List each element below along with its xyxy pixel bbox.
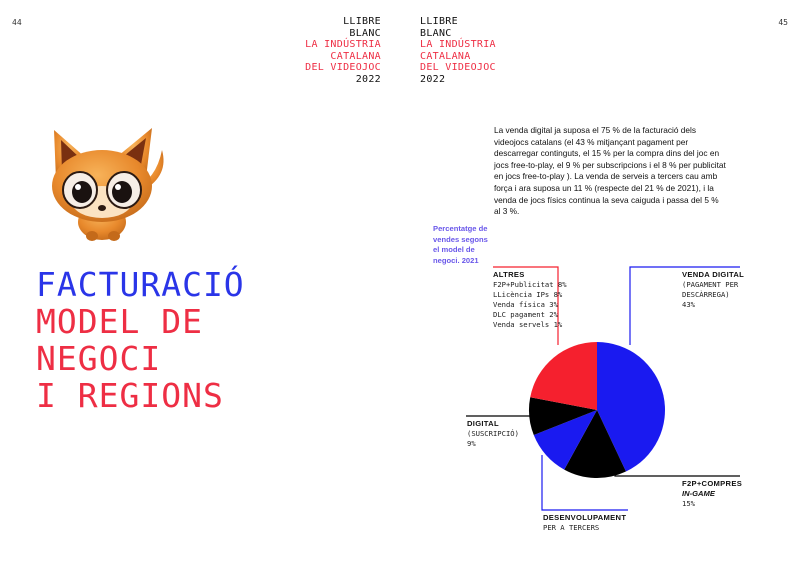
- title-line: FACTURACIÓ: [36, 265, 245, 304]
- slice-label: DIGITAL: [467, 419, 499, 428]
- header-line: LLIBRE: [343, 16, 381, 27]
- title-line: MODEL DE: [36, 302, 203, 341]
- slice-sub: PER A TERCERS: [543, 523, 600, 532]
- slice-sub: (SUSCRIPCIÓ): [467, 429, 519, 438]
- slice-sub: (PAGAMENT PER DESCÀRREGA): [682, 280, 739, 299]
- label-altres: [493, 270, 567, 330]
- header-line: 2022: [420, 73, 446, 85]
- header-line: BLANC: [349, 27, 381, 39]
- detail-line: DLC pagament 2%: [493, 310, 558, 319]
- title-line: NEGOCI: [36, 339, 162, 378]
- slice-label: VENDA DIGITAL: [682, 270, 745, 279]
- header-line: LLIBRE: [420, 16, 458, 27]
- slice-label: F2P+COMPRES: [682, 479, 743, 488]
- header-line: DEL VIDEOJOC: [305, 62, 381, 73]
- pie-chart: [527, 340, 667, 480]
- slice-value: 9%: [467, 439, 476, 448]
- header-line: LA INDÚSTRIA: [420, 39, 496, 50]
- slice-label: ALTRES: [493, 270, 525, 279]
- slice-sub: IN-GAME: [682, 489, 715, 498]
- page-number-left: 44: [12, 18, 22, 27]
- header-line: CATALANA: [420, 50, 471, 62]
- page-number-right: 45: [778, 18, 788, 27]
- detail-line: F2P+Publicitat 8%: [493, 280, 567, 289]
- title-line: I REGIONS: [36, 376, 224, 415]
- slice-label: DESENVOLUPAMENT: [543, 513, 627, 522]
- header-line: DEL VIDEOJOC: [420, 62, 496, 73]
- slice-value: 43%: [682, 300, 695, 309]
- intro-paragraph: La venda digital ja suposa el 75 % de la facturació dels videojocs catalans (el 43 % mitjançant pagament per descarregar continguts, el 15 % per la compra dins del joc en jocs free-to-play, el 9 % per subscripcions i el 8 % per publicitat en jocs free-to-play ). La venda de serveis a tercers cau amb força i ara suposa un 11 % (respecte del 21 % de 2021), i la venda de jocs físics continua la seva caiguda i passa del 5 % al 3 %.: [494, 125, 726, 217]
- slice-value: 15%: [682, 499, 695, 508]
- header-line: 2022: [355, 73, 381, 85]
- label-venda-digital: [682, 270, 758, 310]
- detail-line: Venda física 3%: [493, 300, 558, 309]
- label-f2p-compres: [682, 479, 742, 509]
- label-digital: [467, 419, 519, 449]
- header-line: CATALANA: [330, 50, 381, 62]
- detail-line: LLicència IPs 8%: [493, 290, 563, 299]
- label-desenvolupament: [543, 513, 626, 533]
- header-line: LA INDÚSTRIA: [305, 39, 381, 50]
- detail-line: Venda servels 1%: [493, 320, 563, 329]
- header-line: BLANC: [420, 27, 452, 39]
- chart-caption: Percentatge de vendes segons el model de negoci. 2021: [433, 224, 488, 265]
